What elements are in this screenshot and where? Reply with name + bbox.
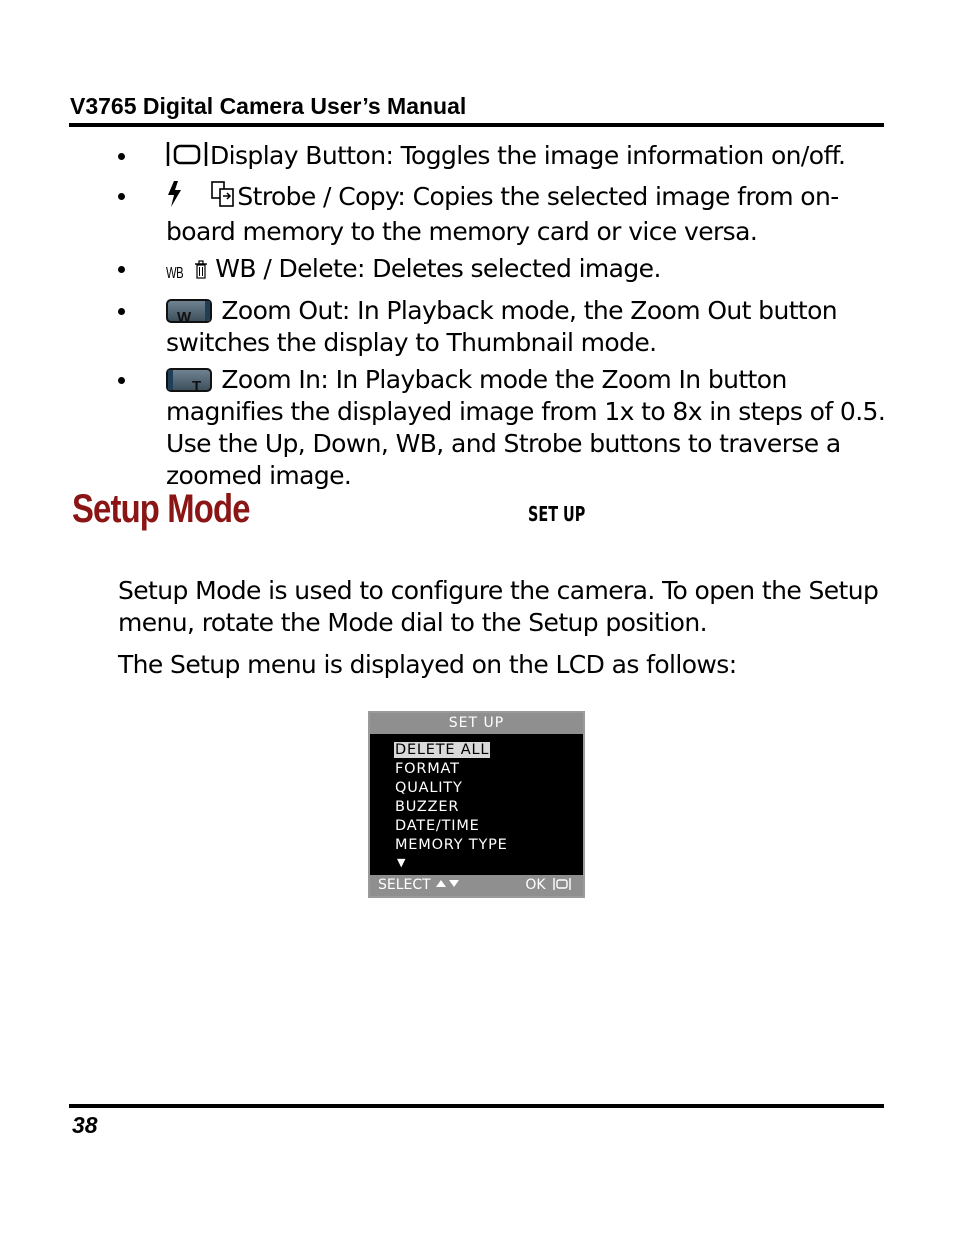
zoom-out-button-icon: W xyxy=(166,299,212,323)
list-item xyxy=(118,180,888,248)
lcd-menu-item: FORMAT xyxy=(395,761,460,777)
copy-icon xyxy=(209,180,237,216)
list-item-text: Zoom Out: In Playback mode, the Zoom Out button switches the display to Thumbnail mode. xyxy=(166,296,838,357)
trash-icon xyxy=(194,260,208,280)
lcd-menu-item: QUALITY xyxy=(395,780,463,796)
lcd-menu-item-selected: DELETE ALL xyxy=(395,742,490,758)
section-heading: Setup Mode xyxy=(72,487,250,531)
footer-rule xyxy=(69,1104,884,1108)
lcd-setup-menu-screenshot xyxy=(368,711,585,898)
paragraph: Setup Mode is used to configure the camera. To open the Setup menu, rotate the Mode dial to the Setup position. xyxy=(118,576,879,637)
wb-delete-icon xyxy=(166,256,208,290)
display-icon xyxy=(166,141,210,175)
paragraph: The Setup menu is displayed on the LCD as follows: xyxy=(118,650,737,679)
setup-mode-label: SET UP xyxy=(528,502,586,526)
list-item-text: Strobe / Copy: Copies the selected image from on-board memory to the memory card or vice versa. xyxy=(166,182,839,246)
list-item xyxy=(118,364,888,492)
wb-icon-label: WB xyxy=(166,265,184,282)
list-item xyxy=(118,140,888,175)
lcd-title: SET UP xyxy=(370,713,583,734)
list-item-text: Zoom In: In Playback mode the Zoom In button magnifies the displayed image from 1x to 8x in steps of 0.5. Use the Up, Down, WB, and Strobe buttons to traverse a zoomed image. xyxy=(166,365,886,490)
zoom-in-button-icon: T xyxy=(166,368,212,392)
lcd-menu-item: BUZZER xyxy=(395,799,460,815)
lcd-footer-select: SELECT xyxy=(378,877,431,893)
page-number: 38 xyxy=(72,1112,98,1138)
list-item-text: Display Button: Toggles the image information on/off. xyxy=(210,141,846,170)
lcd-footer-ok: OK xyxy=(525,877,546,893)
list-item xyxy=(118,295,888,359)
lcd-menu-item: MEMORY TYPE xyxy=(395,837,508,853)
button-description-list xyxy=(118,140,888,497)
manual-header-title: V3765 Digital Camera User’s Manual xyxy=(70,93,467,119)
display-icon xyxy=(553,878,571,890)
strobe-icon xyxy=(166,180,184,216)
more-down-arrow-icon: ▼ xyxy=(397,856,406,869)
list-item xyxy=(118,253,888,290)
up-down-arrows-icon xyxy=(435,878,461,888)
list-item-text: WB / Delete: Deletes selected image. xyxy=(215,254,661,283)
lcd-menu-item: DATE/TIME xyxy=(395,818,480,834)
lcd-footer xyxy=(370,875,583,896)
header-rule xyxy=(69,123,884,127)
